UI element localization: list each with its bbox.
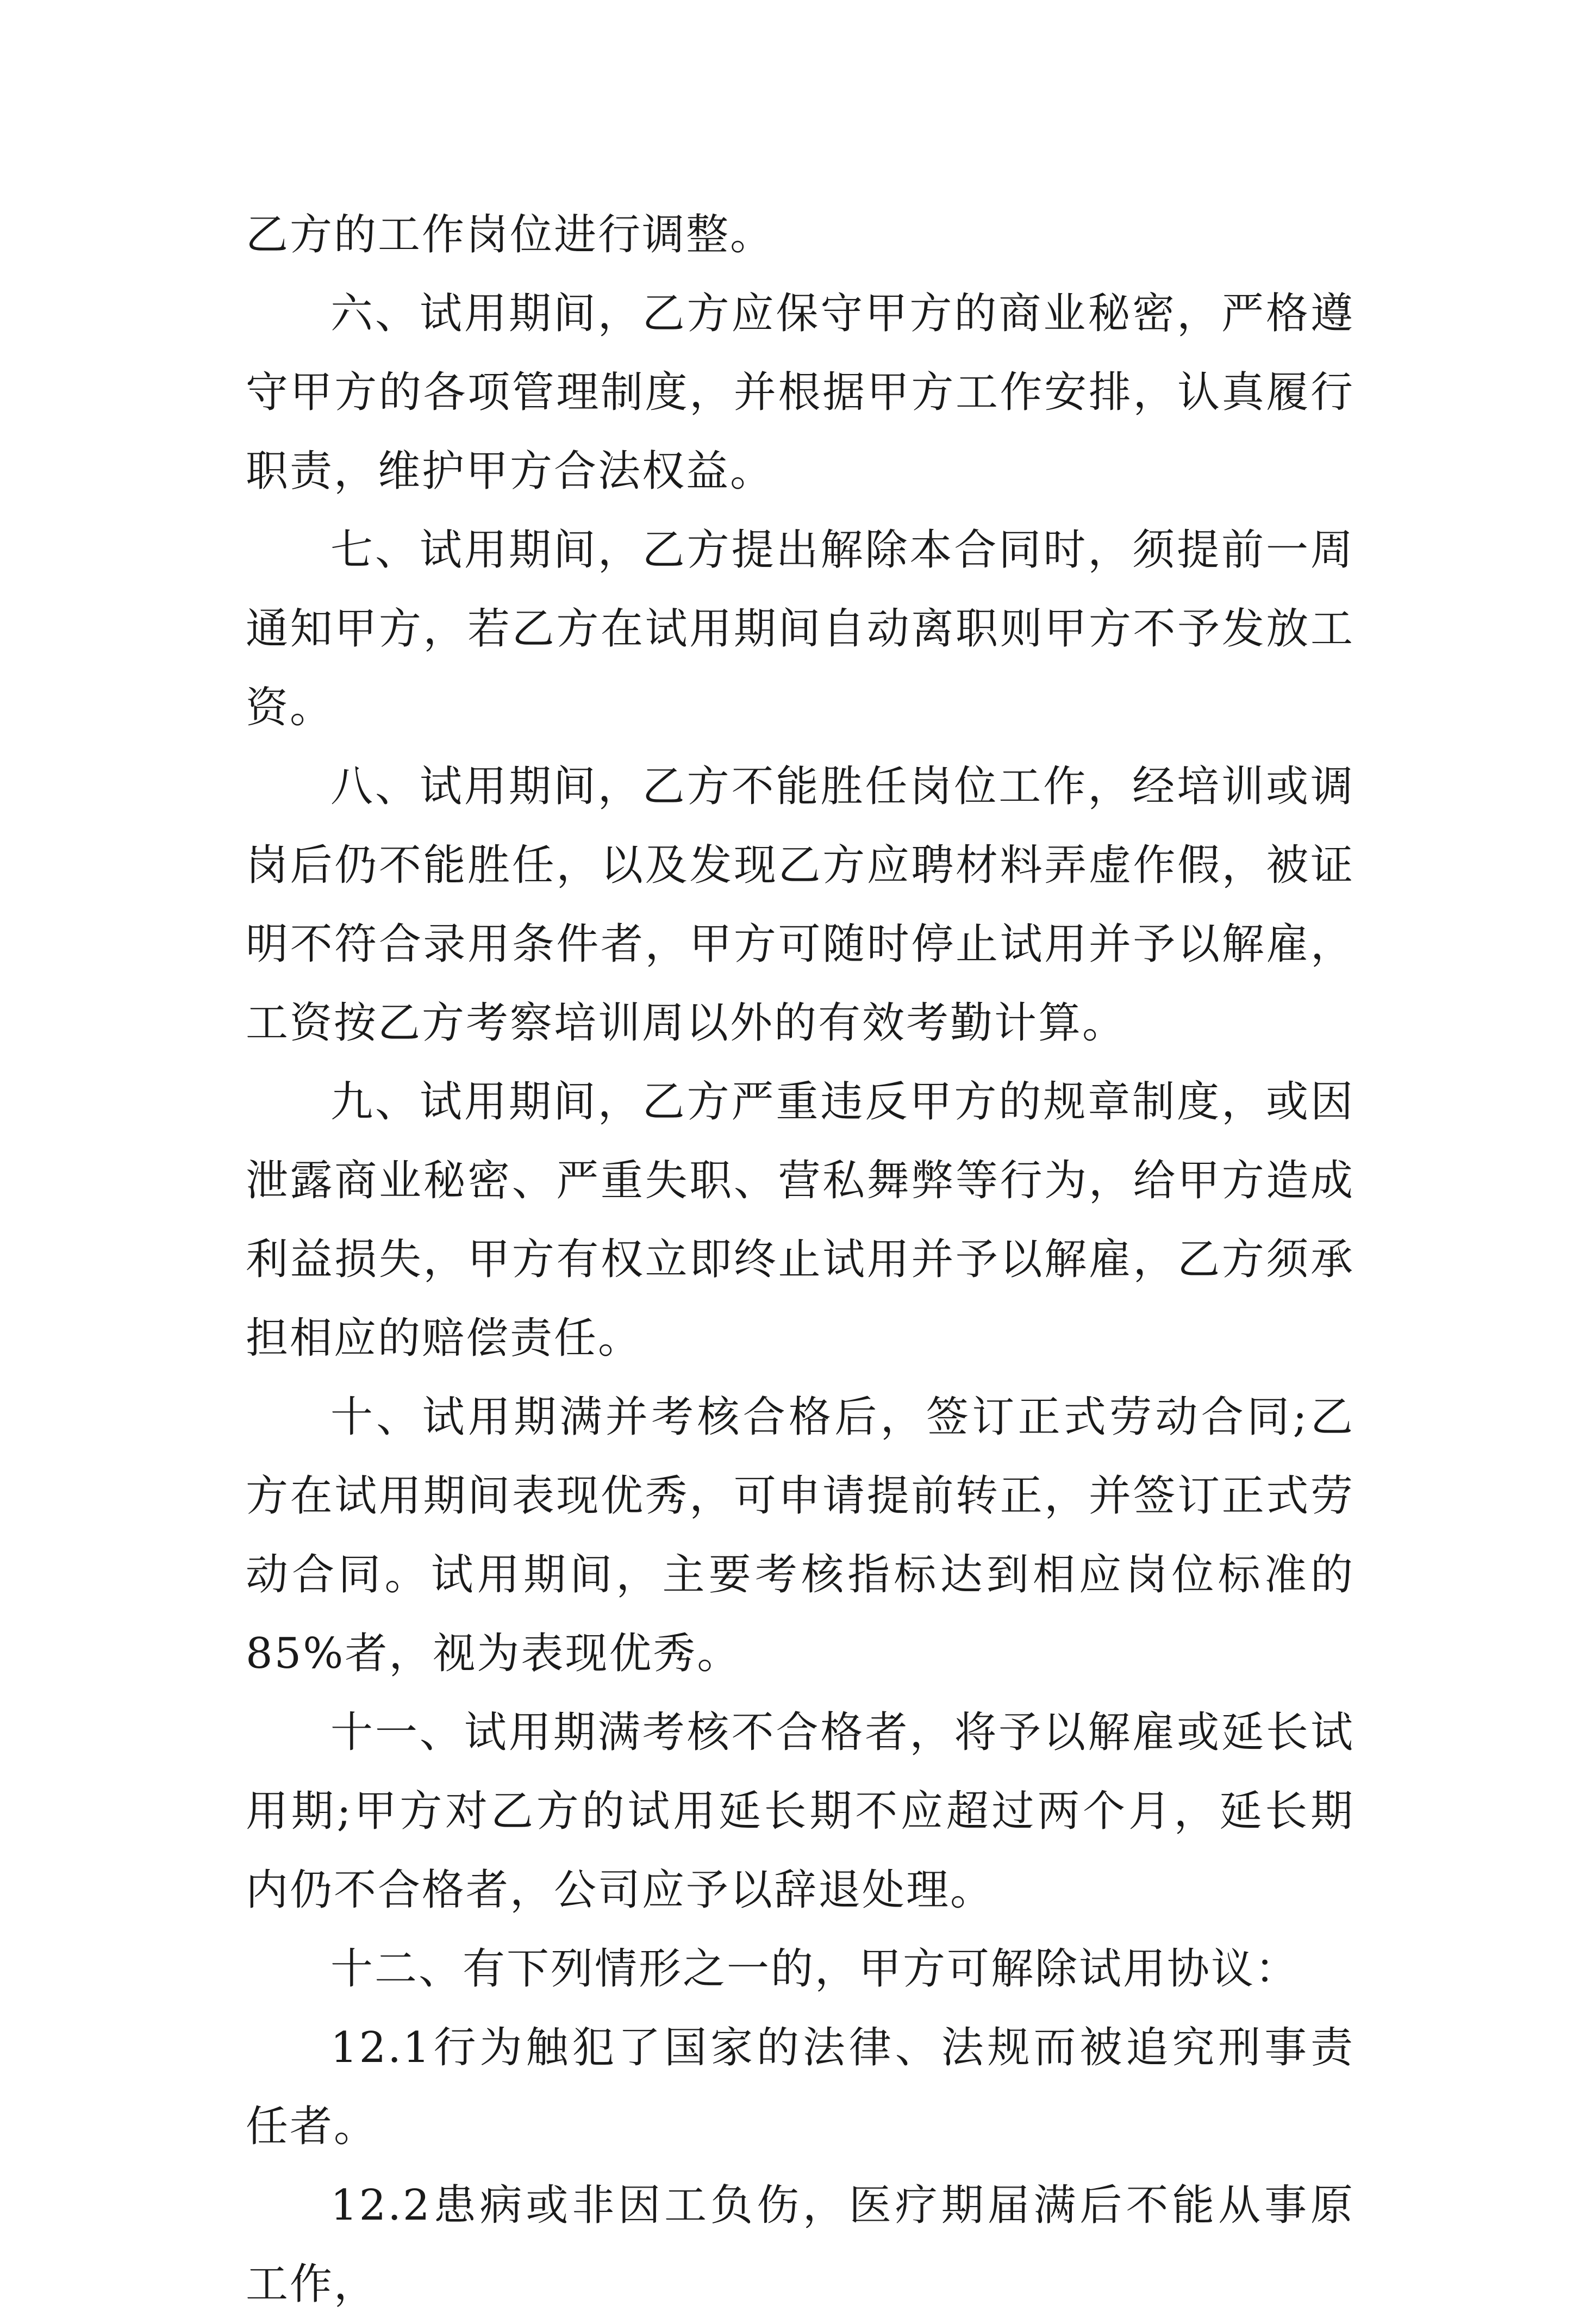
clause-12-2: 12.2患病或非因工负伤，医疗期届满后不能从事原工作， bbox=[246, 2181, 1354, 2309]
clause-9: 九、试用期间，乙方严重违反甲方的规章制度，或因泄露商业秘密、严重失职、营私舞弊等行为，给甲方造成利益损失，甲方有权立即终止试用并予以解雇，乙方须承担相应的赔偿责任。 bbox=[246, 1077, 1354, 1363]
clause-8: 八、试用期间，乙方不能胜任岗位工作，经培训或调岗后仍不能胜任，以及发现乙方应聘材料弄虚作假，被证明不符合录用条件者，甲方可随时停止试用并予以解雇，工资按乙方考察培训周以外的有效考勤计算。 bbox=[246, 762, 1354, 1048]
clause-7: 七、试用期间，乙方提出解除本合同时，须提前一周通知甲方，若乙方在试用期间自动离职则甲方不予发放工资。 bbox=[246, 526, 1354, 732]
clause-12: 十二、有下列情形之一的，甲方可解除试用协议： bbox=[330, 1945, 1300, 1993]
contract-body bbox=[246, 196, 1354, 2324]
clause-10: 十、试用期满并考核合格后，签订正式劳动合同;乙方在试用期间表现优秀，可申请提前转正，并签订正式劳动合同。试用期间，主要考核指标达到相应岗位标准的85%者，视为表现优秀。 bbox=[246, 1393, 1354, 1678]
paragraph-continuation: 乙方的工作岗位进行调整。 bbox=[246, 210, 775, 259]
clause-6: 六、试用期间，乙方应保守甲方的商业秘密，严格遵守甲方的各项管理制度，并根据甲方工作安排，认真履行职责，维护甲方合法权益。 bbox=[246, 289, 1354, 496]
clause-12-1: 12.1行为触犯了国家的法律、法规而被追究刑事责任者。 bbox=[246, 2023, 1354, 2151]
clause-11: 十一、试用期满考核不合格者，将予以解雇或延长试用期;甲方对乙方的试用延长期不应超过两个月，延长期内仍不合格者，公司应予以辞退处理。 bbox=[246, 1708, 1354, 1915]
